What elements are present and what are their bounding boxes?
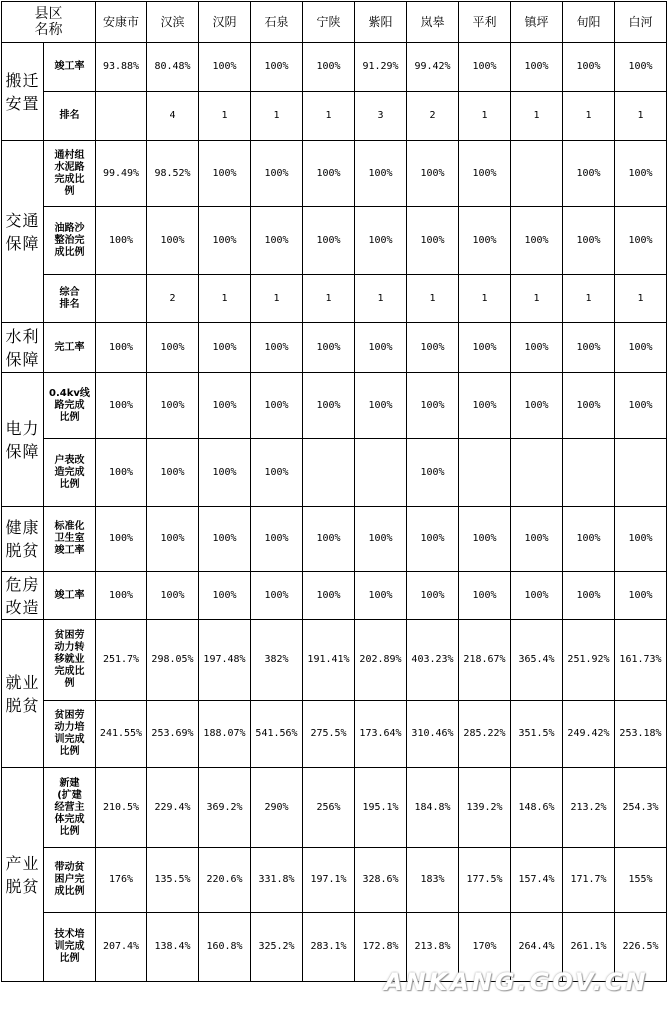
value-cell: 382% bbox=[251, 620, 303, 701]
table-row bbox=[2, 439, 667, 507]
value-cell: 100% bbox=[407, 439, 459, 507]
column-header: 汉阴 bbox=[199, 2, 251, 43]
value-cell: 139.2% bbox=[459, 768, 511, 848]
value-cell: 100% bbox=[615, 43, 667, 92]
value-cell: 283.1% bbox=[303, 913, 355, 982]
value-cell bbox=[459, 439, 511, 507]
value-cell: 202.89% bbox=[355, 620, 407, 701]
value-cell: 100% bbox=[615, 572, 667, 620]
value-cell: 80.48% bbox=[147, 43, 199, 92]
value-cell: 100% bbox=[407, 207, 459, 275]
indicator-cell: 贫困劳 动力培 训完成 比例 bbox=[44, 701, 96, 768]
value-cell: 100% bbox=[615, 141, 667, 207]
value-cell: 100% bbox=[199, 373, 251, 439]
value-cell: 100% bbox=[96, 207, 147, 275]
value-cell: 100% bbox=[199, 439, 251, 507]
value-cell: 100% bbox=[96, 323, 147, 373]
corner-header: 县区 名称 bbox=[2, 2, 96, 43]
value-cell: 541.56% bbox=[251, 701, 303, 768]
value-cell: 98.52% bbox=[147, 141, 199, 207]
value-cell: 100% bbox=[459, 323, 511, 373]
value-cell: 100% bbox=[511, 207, 563, 275]
value-cell: 100% bbox=[147, 373, 199, 439]
value-cell: 172.8% bbox=[355, 913, 407, 982]
value-cell: 1 bbox=[303, 275, 355, 323]
value-cell: 100% bbox=[355, 572, 407, 620]
value-cell: 191.41% bbox=[303, 620, 355, 701]
value-cell: 100% bbox=[615, 323, 667, 373]
column-header: 宁陕 bbox=[303, 2, 355, 43]
value-cell: 1 bbox=[251, 92, 303, 141]
value-cell: 100% bbox=[303, 507, 355, 572]
value-cell: 100% bbox=[147, 323, 199, 373]
value-cell: 251.7% bbox=[96, 620, 147, 701]
value-cell: 1 bbox=[563, 92, 615, 141]
value-cell: 100% bbox=[459, 43, 511, 92]
value-cell: 229.4% bbox=[147, 768, 199, 848]
table-row bbox=[2, 323, 667, 373]
value-cell: 310.46% bbox=[407, 701, 459, 768]
value-cell: 173.64% bbox=[355, 701, 407, 768]
county-progress-table bbox=[1, 1, 667, 982]
category-cell: 危房 改造 bbox=[2, 572, 44, 620]
value-cell bbox=[355, 439, 407, 507]
value-cell: 1 bbox=[563, 275, 615, 323]
value-cell: 99.42% bbox=[407, 43, 459, 92]
value-cell: 100% bbox=[615, 207, 667, 275]
value-cell: 241.55% bbox=[96, 701, 147, 768]
value-cell: 213.8% bbox=[407, 913, 459, 982]
value-cell bbox=[511, 439, 563, 507]
value-cell: 100% bbox=[563, 507, 615, 572]
value-cell: 207.4% bbox=[96, 913, 147, 982]
value-cell: 100% bbox=[459, 373, 511, 439]
indicator-cell: 带动贫 困户完 成比例 bbox=[44, 848, 96, 913]
value-cell: 226.5% bbox=[615, 913, 667, 982]
category-cell: 交通 保障 bbox=[2, 141, 44, 323]
value-cell: 100% bbox=[147, 207, 199, 275]
value-cell: 403.23% bbox=[407, 620, 459, 701]
value-cell: 351.5% bbox=[511, 701, 563, 768]
indicator-cell: 完工率 bbox=[44, 323, 96, 373]
value-cell: 170% bbox=[459, 913, 511, 982]
indicator-cell: 竣工率 bbox=[44, 43, 96, 92]
value-cell: 1 bbox=[355, 275, 407, 323]
value-cell: 100% bbox=[303, 373, 355, 439]
column-header: 汉滨 bbox=[147, 2, 199, 43]
value-cell bbox=[96, 92, 147, 141]
value-cell: 100% bbox=[511, 572, 563, 620]
value-cell bbox=[303, 439, 355, 507]
value-cell: 100% bbox=[459, 507, 511, 572]
value-cell: 195.1% bbox=[355, 768, 407, 848]
site-watermark: ANKANG.GOV.CN bbox=[384, 968, 649, 996]
value-cell: 100% bbox=[199, 572, 251, 620]
value-cell: 184.8% bbox=[407, 768, 459, 848]
value-cell: 328.6% bbox=[355, 848, 407, 913]
value-cell: 2 bbox=[147, 275, 199, 323]
indicator-cell: 竣工率 bbox=[44, 572, 96, 620]
table-row bbox=[2, 275, 667, 323]
indicator-cell: 通村组 水泥路 完成比 例 bbox=[44, 141, 96, 207]
value-cell: 100% bbox=[563, 43, 615, 92]
value-cell: 100% bbox=[563, 373, 615, 439]
value-cell: 100% bbox=[303, 572, 355, 620]
column-header: 安康市 bbox=[96, 2, 147, 43]
indicator-cell: 排名 bbox=[44, 92, 96, 141]
category-cell: 电力 保障 bbox=[2, 373, 44, 507]
value-cell: 275.5% bbox=[303, 701, 355, 768]
value-cell: 138.4% bbox=[147, 913, 199, 982]
value-cell: 100% bbox=[96, 439, 147, 507]
value-cell: 261.1% bbox=[563, 913, 615, 982]
value-cell: 188.07% bbox=[199, 701, 251, 768]
value-cell bbox=[563, 439, 615, 507]
value-cell: 100% bbox=[147, 439, 199, 507]
header-row bbox=[2, 2, 667, 43]
value-cell: 197.48% bbox=[199, 620, 251, 701]
value-cell: 264.4% bbox=[511, 913, 563, 982]
value-cell: 285.22% bbox=[459, 701, 511, 768]
value-cell: 100% bbox=[407, 507, 459, 572]
value-cell: 1 bbox=[459, 92, 511, 141]
indicator-cell: 油路沙 整治完 成比例 bbox=[44, 207, 96, 275]
value-cell: 161.73% bbox=[615, 620, 667, 701]
value-cell: 100% bbox=[303, 207, 355, 275]
value-cell: 249.42% bbox=[563, 701, 615, 768]
value-cell: 1 bbox=[615, 275, 667, 323]
value-cell: 100% bbox=[407, 323, 459, 373]
value-cell: 100% bbox=[355, 323, 407, 373]
value-cell: 298.05% bbox=[147, 620, 199, 701]
column-header: 平利 bbox=[459, 2, 511, 43]
column-header: 紫阳 bbox=[355, 2, 407, 43]
value-cell: 4 bbox=[147, 92, 199, 141]
value-cell: 2 bbox=[407, 92, 459, 141]
table-row bbox=[2, 207, 667, 275]
value-cell: 1 bbox=[459, 275, 511, 323]
value-cell: 251.92% bbox=[563, 620, 615, 701]
table-row bbox=[2, 373, 667, 439]
indicator-cell: 标准化 卫生室 竣工率 bbox=[44, 507, 96, 572]
value-cell: 325.2% bbox=[251, 913, 303, 982]
value-cell: 290% bbox=[251, 768, 303, 848]
column-header: 石泉 bbox=[251, 2, 303, 43]
value-cell: 100% bbox=[355, 207, 407, 275]
indicator-cell: 新建 (扩建 经营主 体完成 比例 bbox=[44, 768, 96, 848]
value-cell: 100% bbox=[199, 507, 251, 572]
table-row bbox=[2, 92, 667, 141]
value-cell: 100% bbox=[251, 141, 303, 207]
value-cell: 1 bbox=[615, 92, 667, 141]
table-row bbox=[2, 141, 667, 207]
value-cell: 100% bbox=[96, 572, 147, 620]
table-row bbox=[2, 43, 667, 92]
value-cell: 100% bbox=[407, 141, 459, 207]
value-cell: 1 bbox=[407, 275, 459, 323]
value-cell: 100% bbox=[407, 373, 459, 439]
value-cell: 100% bbox=[199, 207, 251, 275]
value-cell: 100% bbox=[251, 507, 303, 572]
value-cell: 213.2% bbox=[563, 768, 615, 848]
value-cell: 100% bbox=[615, 507, 667, 572]
category-cell: 搬迁 安置 bbox=[2, 43, 44, 141]
value-cell: 1 bbox=[199, 92, 251, 141]
value-cell: 1 bbox=[511, 92, 563, 141]
value-cell: 93.88% bbox=[96, 43, 147, 92]
value-cell: 100% bbox=[199, 323, 251, 373]
value-cell: 100% bbox=[459, 141, 511, 207]
value-cell: 157.4% bbox=[511, 848, 563, 913]
value-cell: 160.8% bbox=[199, 913, 251, 982]
value-cell: 135.5% bbox=[147, 848, 199, 913]
value-cell: 171.7% bbox=[563, 848, 615, 913]
value-cell: 197.1% bbox=[303, 848, 355, 913]
indicator-cell: 技术培 训完成 比例 bbox=[44, 913, 96, 982]
value-cell: 100% bbox=[407, 572, 459, 620]
value-cell: 100% bbox=[563, 141, 615, 207]
value-cell: 253.18% bbox=[615, 701, 667, 768]
value-cell: 220.6% bbox=[199, 848, 251, 913]
value-cell: 100% bbox=[96, 373, 147, 439]
value-cell: 100% bbox=[251, 323, 303, 373]
value-cell: 99.49% bbox=[96, 141, 147, 207]
value-cell: 176% bbox=[96, 848, 147, 913]
value-cell: 100% bbox=[303, 323, 355, 373]
value-cell: 100% bbox=[251, 373, 303, 439]
column-header: 镇坪 bbox=[511, 2, 563, 43]
value-cell: 155% bbox=[615, 848, 667, 913]
value-cell: 91.29% bbox=[355, 43, 407, 92]
table-row bbox=[2, 848, 667, 913]
category-cell: 水利 保障 bbox=[2, 323, 44, 373]
value-cell: 210.5% bbox=[96, 768, 147, 848]
category-cell: 健康 脱贫 bbox=[2, 507, 44, 572]
value-cell: 100% bbox=[511, 43, 563, 92]
value-cell: 183% bbox=[407, 848, 459, 913]
value-cell: 1 bbox=[511, 275, 563, 323]
category-cell: 产业 脱贫 bbox=[2, 768, 44, 982]
value-cell bbox=[615, 439, 667, 507]
value-cell: 254.3% bbox=[615, 768, 667, 848]
value-cell: 100% bbox=[355, 373, 407, 439]
table-row bbox=[2, 768, 667, 848]
value-cell: 100% bbox=[303, 141, 355, 207]
value-cell: 100% bbox=[459, 572, 511, 620]
value-cell: 100% bbox=[563, 323, 615, 373]
value-cell: 331.8% bbox=[251, 848, 303, 913]
value-cell: 100% bbox=[199, 43, 251, 92]
indicator-cell: 户表改 造完成 比例 bbox=[44, 439, 96, 507]
table-row bbox=[2, 701, 667, 768]
value-cell: 1 bbox=[199, 275, 251, 323]
value-cell: 100% bbox=[511, 507, 563, 572]
value-cell: 100% bbox=[251, 572, 303, 620]
table-row bbox=[2, 620, 667, 701]
column-header: 白河 bbox=[615, 2, 667, 43]
value-cell: 100% bbox=[96, 507, 147, 572]
value-cell: 148.6% bbox=[511, 768, 563, 848]
table-row bbox=[2, 507, 667, 572]
indicator-cell: 贫困劳 动力转 移就业 完成比 例 bbox=[44, 620, 96, 701]
value-cell: 365.4% bbox=[511, 620, 563, 701]
column-header: 旬阳 bbox=[563, 2, 615, 43]
value-cell: 3 bbox=[355, 92, 407, 141]
value-cell: 1 bbox=[251, 275, 303, 323]
value-cell: 100% bbox=[251, 43, 303, 92]
value-cell: 100% bbox=[147, 572, 199, 620]
value-cell: 177.5% bbox=[459, 848, 511, 913]
value-cell: 100% bbox=[251, 207, 303, 275]
column-header: 岚皋 bbox=[407, 2, 459, 43]
value-cell bbox=[511, 141, 563, 207]
value-cell: 100% bbox=[147, 507, 199, 572]
value-cell: 100% bbox=[511, 373, 563, 439]
value-cell: 100% bbox=[615, 373, 667, 439]
value-cell bbox=[96, 275, 147, 323]
value-cell: 100% bbox=[563, 207, 615, 275]
value-cell: 218.67% bbox=[459, 620, 511, 701]
value-cell: 100% bbox=[251, 439, 303, 507]
value-cell: 256% bbox=[303, 768, 355, 848]
value-cell: 100% bbox=[563, 572, 615, 620]
value-cell: 100% bbox=[355, 141, 407, 207]
category-cell: 就业 脱贫 bbox=[2, 620, 44, 768]
indicator-cell: 综合 排名 bbox=[44, 275, 96, 323]
value-cell: 100% bbox=[303, 43, 355, 92]
indicator-cell: 0.4kv线 路完成 比例 bbox=[44, 373, 96, 439]
value-cell: 100% bbox=[355, 507, 407, 572]
value-cell: 253.69% bbox=[147, 701, 199, 768]
value-cell: 100% bbox=[511, 323, 563, 373]
value-cell: 100% bbox=[459, 207, 511, 275]
value-cell: 100% bbox=[199, 141, 251, 207]
value-cell: 1 bbox=[303, 92, 355, 141]
value-cell: 369.2% bbox=[199, 768, 251, 848]
table-row bbox=[2, 572, 667, 620]
